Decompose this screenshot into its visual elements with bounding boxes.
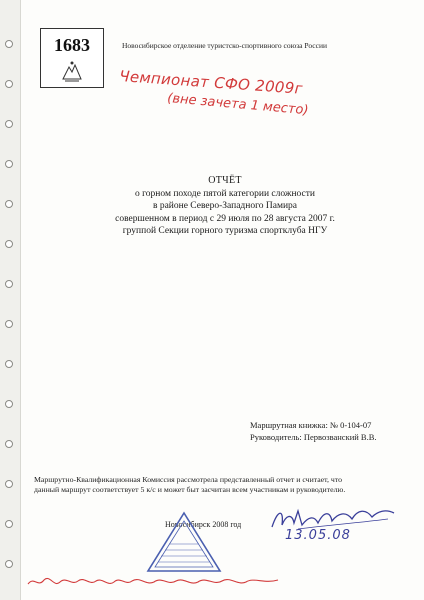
catalog-number: 1683 — [54, 35, 90, 55]
commission-line: Маршрутно-Квалификационная Комиссия рассмотрела представленный отчет и считает, что — [34, 475, 343, 484]
report-title-block — [60, 175, 390, 238]
binder-hole — [5, 160, 13, 168]
binder-hole — [5, 480, 13, 488]
handwritten-championship-note: Чемпионат СФО 2009г — [118, 67, 304, 98]
report-title-line: группой Секции горного туризма спортклуба НГУ — [122, 226, 328, 236]
binder-hole — [5, 440, 13, 448]
binder-hole — [5, 120, 13, 128]
mountain-emblem-icon — [61, 59, 83, 83]
binding-spine — [0, 0, 21, 600]
triangular-stamp — [145, 510, 223, 574]
binder-hole — [5, 560, 13, 568]
binder-hole — [5, 520, 13, 528]
binder-hole — [5, 240, 13, 248]
route-book-number: Маршрутная книжка: № 0-104-07 — [250, 420, 372, 430]
handwritten-footer-scribble — [24, 572, 284, 590]
report-title-line: совершенном в период с 29 июля по 28 августа 2007 г. — [115, 213, 335, 224]
organization-header: Новосибирское отделение туристско-спортивного союза России — [122, 41, 327, 50]
catalog-label — [40, 28, 104, 88]
binder-hole — [5, 280, 13, 288]
binder-hole — [5, 40, 13, 48]
report-heading: ОТЧЁТ — [208, 175, 242, 186]
binder-hole — [5, 320, 13, 328]
signature-date: 13.05.08 — [285, 528, 351, 543]
commission-line: данный маршрут соответствует 5 к/с и может быт засчитан всем участникам и руководителю. — [34, 485, 346, 494]
city-year: Новосибирск 2008 год — [165, 520, 242, 529]
report-title-line: в районе Северо-Западного Памира — [152, 201, 298, 211]
report-title-line: о горном походе пятой категории сложности — [135, 188, 315, 199]
binder-hole — [5, 360, 13, 368]
binder-hole — [5, 400, 13, 408]
binder-hole — [5, 80, 13, 88]
commission-statement — [34, 475, 414, 495]
group-leader: Руководитель: Первозванский В.В. — [250, 432, 377, 442]
binder-hole — [5, 200, 13, 208]
handwritten-place-note: (вне зачета 1 место) — [166, 91, 310, 119]
